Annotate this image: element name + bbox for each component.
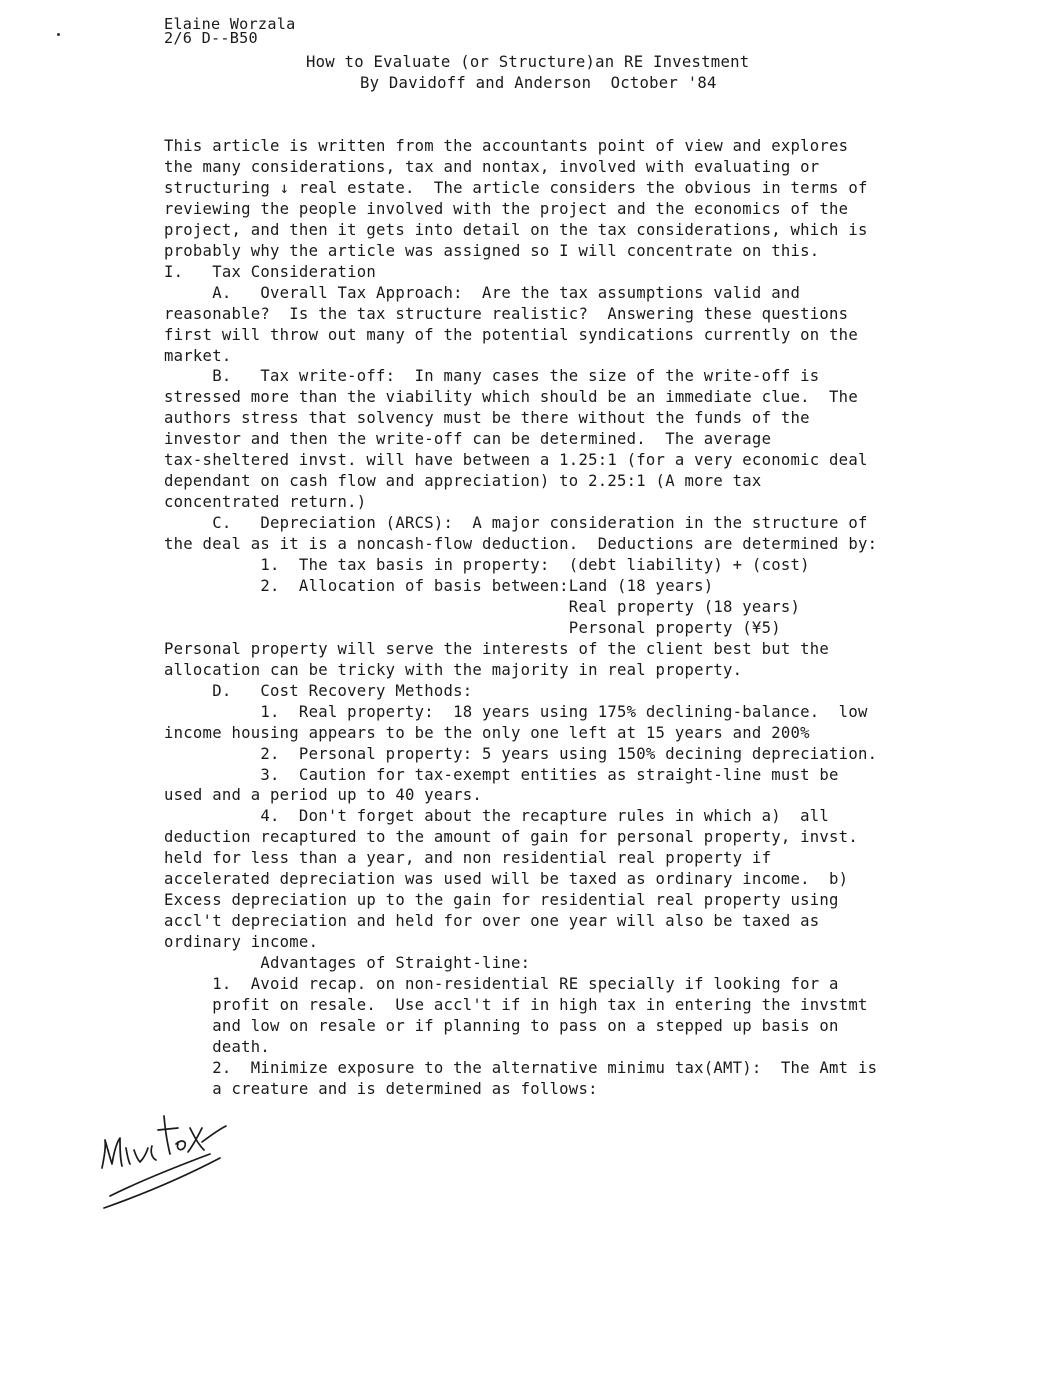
body-line: Advantages of Straight-line: [164,954,531,973]
stray-mark [57,33,60,36]
body-line: 1. Avoid recap. on non-residential RE specially if looking for a [164,975,839,993]
body-line: and low on resale or if planning to pass on a stepped up basis on [164,1016,839,1035]
body-line: allocation can be tricky with the majority in real property. [164,660,743,679]
body-line: 1. The tax basis in property: (debt liability) + (cost) [164,556,810,574]
body-line: probably why the article was assigned so I will concentrate on this. [164,241,820,260]
body-line: income housing appears to be the only one left at 15 years and 200% [164,723,810,742]
body-line: the deal as it is a noncash-flow deduction. Deductions are determined by: [164,535,878,554]
body-line: accl't depreciation and held for over one year will also be taxed as [164,912,820,931]
body-line: market. [164,346,232,365]
body-line: used and a period up to 40 years. [164,786,483,805]
body-line: 4. Don't forget about the recapture rules in which a) all [164,807,830,826]
body-line: 3. Caution for tax-exempt entities as straight-line must be [164,765,839,784]
body-line: reasonable? Is the tax structure realistic? Answering these questions [164,304,849,323]
body-line: Real property (18 years) [164,597,801,616]
body-line: death. [164,1037,271,1056]
body-line: the many considerations, tax and nontax, involved with evaluating or [164,157,820,176]
handwritten-note [98,1100,238,1212]
body-line: accelerated depreciation was used will be taxed as ordinary income. b) [164,870,849,889]
document-code: 2/6 D--B50 [164,29,258,47]
body-line: 2. Allocation of basis between:Land (18 years) [164,576,714,595]
body-line: held for less than a year, and non residential real property if [164,849,772,868]
body-line: This article is written from the accountants point of view and explores [164,137,849,155]
body-line: project, and then it gets into detail on the tax considerations, which is [164,220,868,239]
body-line: profit on resale. Use accl't if in high tax in entering the invstmt [164,995,868,1014]
body-line: 2. Minimize exposure to the alternative minimu tax(AMT): The Amt is [164,1058,878,1077]
body-line: tax-sheltered invst. will have between a 1.25:1 (for a very economic deal [164,451,868,470]
document-title: How to Evaluate (or Structure)an RE Investment [306,53,750,71]
body-line: Excess depreciation up to the gain for residential real property using [164,891,839,910]
body-line: Personal property will serve the interests of the client best but the [164,639,830,658]
body-line: C. Depreciation (ARCS): A major consideration in the structure of [164,514,868,533]
body-line: I. Tax Consideration [164,262,377,281]
body-line: 1. Real property: 18 years using 175% declining-balance. low [164,702,868,721]
body-line: D. Cost Recovery Methods: [164,681,473,700]
body-line: ordinary income. [164,933,319,952]
body-line: stressed more than the viability which should be an immediate clue. The [164,388,858,407]
body-line: 2. Personal property: 5 years using 150% decining depreciation. [164,744,878,763]
body-line: deduction recaptured to the amount of gain for personal property, invst. [164,828,858,847]
body-line: dependant on cash flow and appreciation) to 2.25:1 (A more tax [164,472,762,491]
body-line: investor and then the write-off can be determined. The average [164,430,772,449]
body-line: authors stress that solvency must be there without the funds of the [164,409,810,428]
body-line: concentrated return.) [164,493,367,512]
body-line: A. Overall Tax Approach: Are the tax assumptions valid and [164,283,801,302]
document-byline: By Davidoff and Anderson October '84 [360,74,717,92]
body-line: Personal property (¥5) [164,618,781,637]
body-line: B. Tax write-off: In many cases the size of the write-off is [164,367,820,386]
author-name: Elaine Worzala [164,15,296,33]
body-line: structuring ↓ real estate. The article considers the obvious in terms of [164,178,868,197]
body-line: a creature and is determined as follows: [164,1079,598,1098]
body-line: first will throw out many of the potential syndications currently on the [164,325,858,344]
body-line: reviewing the people involved with the project and the economics of the [164,199,849,218]
